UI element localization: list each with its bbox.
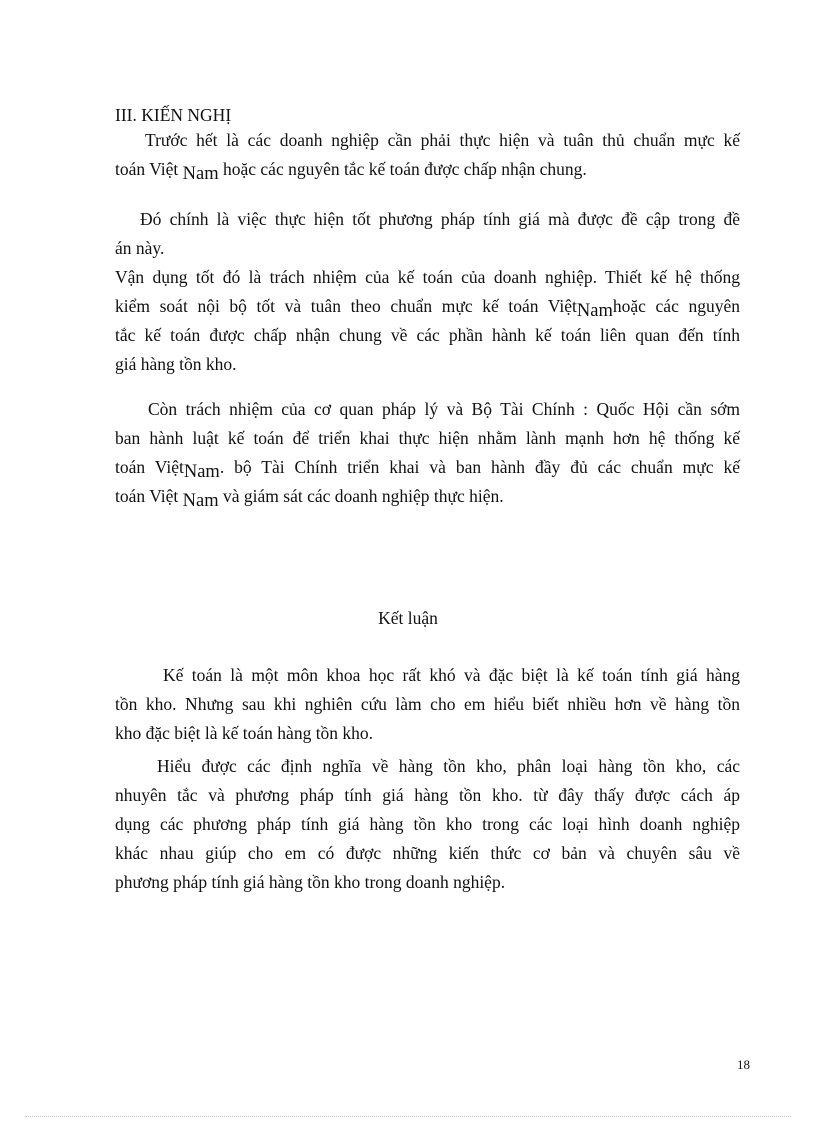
paragraph-line: kho đặc biệt là kế toán hàng tồn kho. — [115, 723, 374, 743]
paragraph-conclusion-intro — [115, 661, 740, 748]
paragraph-line: Còn trách nhiệm của cơ quan pháp lý và Bộ Tài Chính : Quốc Hội cần sớm — [148, 399, 740, 419]
paragraph-line: phương pháp tính giá hàng tồn kho trong doanh nghiệp. — [115, 872, 506, 892]
text-span: và giám sát các doanh nghiệp thực hiện. — [223, 486, 504, 506]
text-span: Nam — [183, 462, 220, 482]
text-span: . bộ Tài Chính triển khai và ban hành đầy đủ các chuẩn mực kế — [219, 457, 740, 477]
paragraph-line: tồn kho. Nhưng sau khi nghiên cứu làm cho em hiểu biết nhiều hơn về hàng tồn — [115, 694, 740, 714]
text-span: hoặc các nguyên tắc kế toán được chấp nhận chung. — [223, 159, 587, 179]
text-span: kiểm soát nội bộ tốt và tuân theo chuẩn mực kế toán Việt — [115, 296, 577, 316]
paragraph-line — [115, 155, 740, 184]
section-heading: III. KIẾN NGHỊ — [115, 105, 232, 125]
paragraph-line: Vận dụng tốt đó là trách nhiệm của kế toán của doanh nghiệp. Thiết kế hệ thống — [115, 267, 740, 287]
paragraph-line: tắc kế toán được chấp nhận chung về các phần hành kế toán liên quan đến tính — [115, 325, 740, 345]
paragraph-recommendation — [115, 126, 740, 184]
paragraph-line — [115, 292, 740, 321]
page-bottom-divider — [25, 1116, 791, 1117]
paragraph-line: Kế toán là một môn khoa học rất khó và đặc biệt là kế toán tính giá hàng — [163, 665, 740, 685]
text-span: Nam — [182, 491, 219, 511]
text-span: toán Việt — [115, 457, 184, 477]
paragraph-line: dụng các phương pháp tính giá hàng tồn kho trong các loại hình doanh nghiệp — [115, 814, 740, 834]
paragraph-line — [115, 453, 740, 482]
text-span: toán Việt — [115, 486, 179, 506]
paragraph-legal-responsibility — [115, 395, 740, 511]
text-span: toán Việt — [115, 159, 179, 179]
paragraph-line: Đó chính là việc thực hiện tốt phương pháp tính giá mà được đề cập trong đề — [140, 209, 740, 229]
page-number: 18 — [737, 1057, 750, 1072]
paragraph-line: ban hành luật kế toán để triển khai thực hiện nhằm lành mạnh hơn hệ thống kế — [115, 428, 740, 448]
paragraph-line: Hiểu được các định nghĩa về hàng tồn kho, phân loại hàng tồn kho, các — [157, 756, 740, 776]
paragraph-line: khác nhau giúp cho em có được những kiến thức cơ bản và chuyên sâu về — [115, 843, 740, 863]
paragraph-line: Trước hết là các doanh nghiệp cần phải thực hiện và tuân thủ chuẩn mực kế — [145, 130, 740, 150]
text-span: Nam — [182, 164, 219, 184]
paragraph-line: nhuyên tắc và phương pháp tính giá hàng tồn kho. từ đây thấy được cách áp — [115, 785, 740, 805]
paragraph-line — [115, 482, 740, 511]
paragraph-line: giá hàng tồn kho. — [115, 354, 237, 374]
text-span: Nam — [576, 301, 613, 321]
paragraph-conclusion-detail — [115, 752, 740, 897]
text-span: hoặc các nguyên — [612, 296, 740, 316]
paragraph-implementation — [115, 205, 740, 379]
conclusion-title: Kết luận — [378, 608, 438, 628]
paragraph-line: án này. — [115, 238, 165, 258]
